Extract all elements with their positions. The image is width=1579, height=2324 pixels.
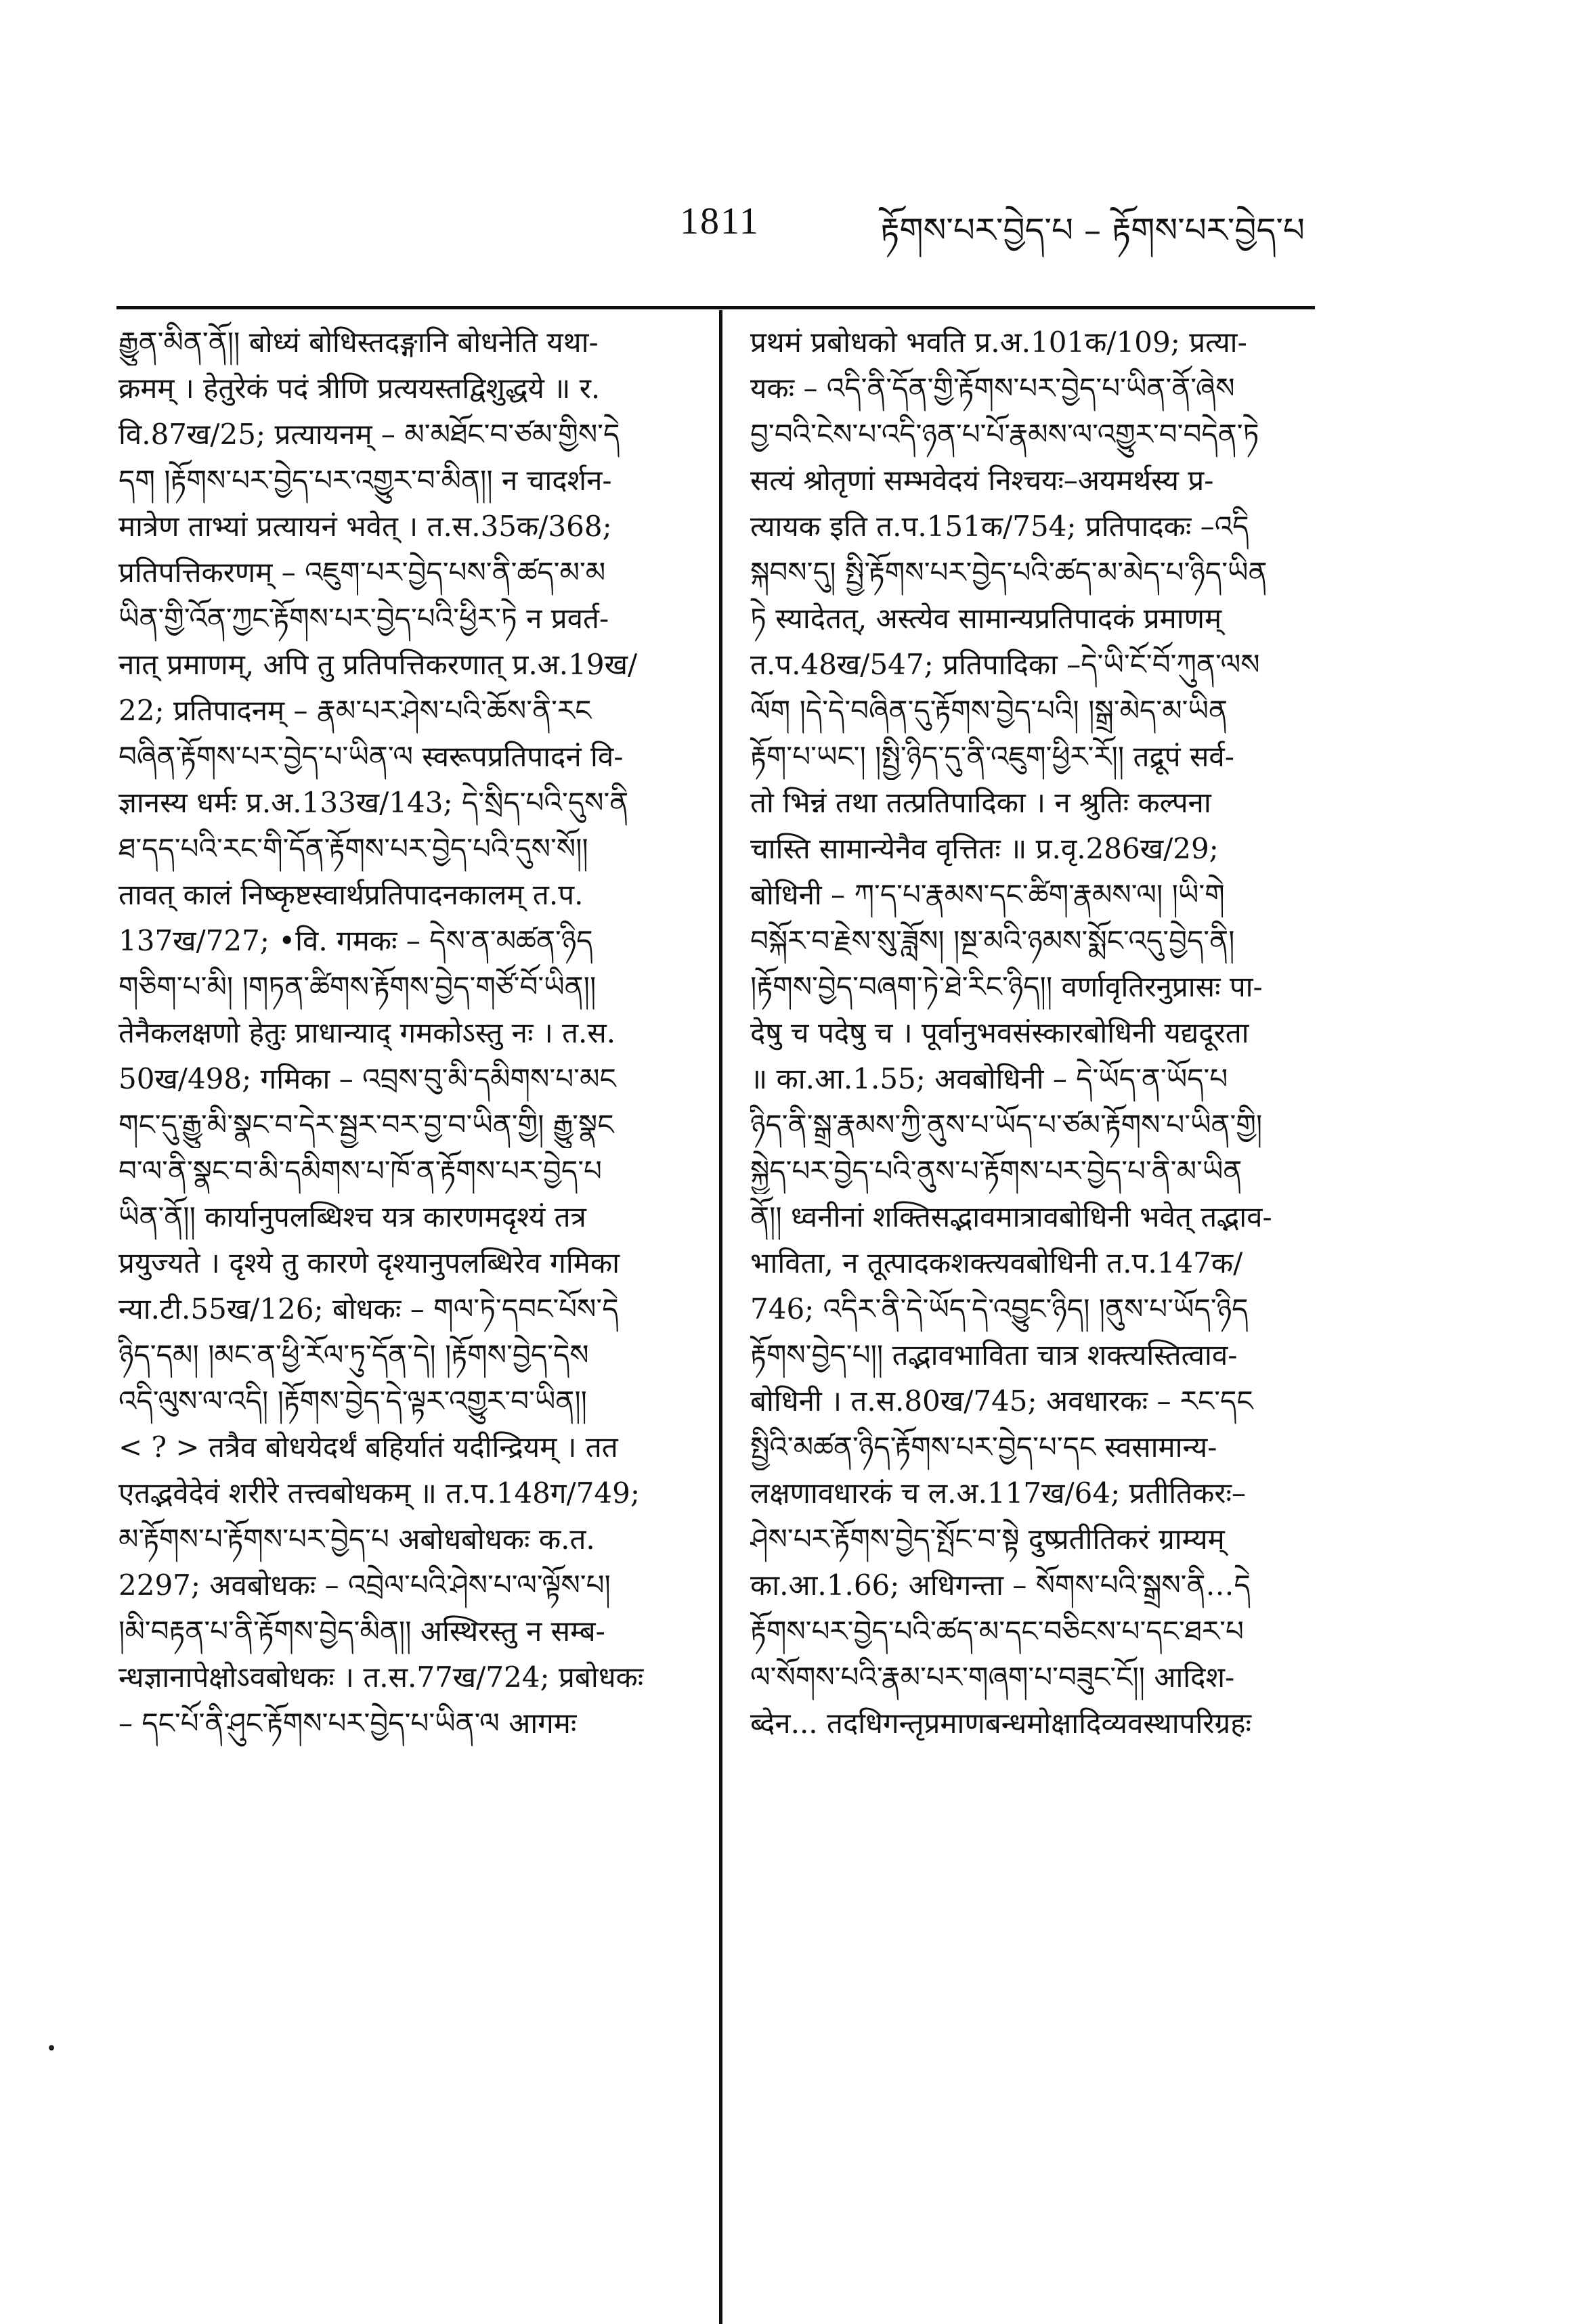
text-line: 2297; अवबोधकः – འབྲེལ་པའི་ཤེས་པ་ལ་ལྟོས་པ།: [118, 1569, 611, 1602]
text-line: मात्रेण ताभ्यां प्रत्यायनं भवेत् । त.स.35क/368;: [118, 510, 612, 543]
text-line: 746; འདིར་ནི་དེ་ཡོད་དེ་འབྱུང་ཉིད། །ནུས་པ་ཡོད་ཉིད: [750, 1292, 1249, 1325]
text-line: का.आ.1.66; अधिगन्ता – སོགས་པའི་སྒྲས་ནི…དེ: [750, 1569, 1251, 1602]
left-column: [118, 320, 697, 1747]
text-line: सत्यं श्रोतृणां सम्भवेदयं निश्चयः–अयमर्थस्य प्र-: [750, 464, 1214, 497]
text-line: །མི་བརྟན་པ་ནི་རྟོགས་བྱེད་མིན།། अस्थिरस्तु न सम्ब-: [118, 1615, 605, 1648]
text-line: बोधिनी – ཀ་ད་པ་རྣམས་དང་ཚིག་རྣམས་ལ། །ཡི་གེ: [750, 878, 1225, 911]
text-line: 137ख/727; •वि. गमकः – དེས་ན་མཚན་ཉིད: [118, 924, 593, 957]
text-line: 22; प्रतिपादनम् – རྣམ་པར་ཤེས་པའི་ཆོས་ནི་རང: [118, 694, 592, 727]
right-column: [750, 320, 1329, 1747]
text-line: བསྐོར་བ་རྗེས་སུ་ཟློས། །སྔ་མའི་ཉམས་སྨོང་འདུ་བྱེད་ནི།: [750, 924, 1235, 957]
text-line: लक्षणावधारकं च ल.अ.117ख/64; प्रतीतिकरः–: [750, 1476, 1247, 1510]
text-line: चास्ति सामान्येनैव वृत्तितः ॥ प्र.वृ.286ख/29;: [750, 832, 1219, 865]
text-line: नात् प्रमाणम्, अपि तु प्रतिपत्तिकरणात् प्र.अ.19ख/: [118, 648, 638, 681]
text-line: ॥ का.आ.1.55; अवबोधिनी – དེ་ཡོད་ན་ཡོད་པ: [750, 1062, 1228, 1095]
text-line: རྟོག་པ་ཡང་། །སྤྱི་ཉིད་དུ་ནི་འཇུག་ཕྱིར་རོ།། तद्रूपं सर्व-: [750, 740, 1234, 773]
text-line: बोधिनी । त.स.80ख/745; अवधारकः – རང་དང: [750, 1384, 1253, 1418]
text-line: ཏེ स्यादेतत्, अस्त्येव सामान्यप्रतिपादकं प्रमाणम्: [750, 602, 1222, 635]
stray-mark: [49, 2045, 54, 2051]
text-line: ནོ།། ध्वनीनां शक्तिसद्भावमात्रावबोधिनी भवेत् तद्भाव-: [750, 1200, 1272, 1233]
text-line: སྤྱིའི་མཚན་ཉིད་རྟོགས་པར་བྱེད་པ་དང स्वसामान्य-: [750, 1430, 1217, 1464]
text-line: प्रयुज्यते । दृश्ये तु कारणे दृश्यानुपलब्धिरेव गमिका: [118, 1246, 620, 1279]
text-line: གང་དུ་རྒྱུ་མི་སྣང་བ་དེར་སྦྱར་བར་བྱ་བ་ཡིན་གྱི། རྒྱུ་སྣང: [118, 1108, 614, 1141]
text-line: དག །རྟོགས་པར་བྱེད་པར་འགྱུར་བ་མིན།། न चादर्शन-: [118, 464, 612, 497]
text-line: བ་ལ་ནི་སྣང་བ་མི་དམིགས་པ་ཁོ་ན་རྟོགས་པར་བྱེད་པ: [118, 1154, 602, 1187]
text-line: རྒྱུན་མིན་ནོ།། बोध्यं बोधिस्तदङ्गानि बोधनेति यथा-: [118, 326, 599, 359]
running-head: རྟོགས་པར་བྱེད་པ – རྟོགས་པར་བྱེད་པ: [880, 211, 1305, 250]
text-line: एतद्भवेदेवं शरीरे तत्त्वबोधकम् ॥ त.प.148ग/749;: [118, 1476, 641, 1510]
text-line: གཅིག་པ་མི། །གཏན་ཚིགས་རྟོགས་བྱེད་གཙོ་བོ་ཡིན།།: [118, 970, 597, 1003]
text-line: क्रमम् । हेतुरेकं पदं त्रीणि प्रत्ययस्तद्विशुद्धये ॥ र.: [118, 372, 601, 405]
text-line: །རྟོགས་བྱེད་བཞག་ཏེ་ཐེ་རིང་ཉིད།། वर्णावृतिरनुप्रासः पा-: [750, 970, 1263, 1003]
text-line: देषु च पदेषु च । पूर्वानुभवसंस्कारबोधिनी यद्यदूरता: [750, 1016, 1249, 1049]
text-line: यकः – འདི་ནི་དོན་གྱི་རྟོགས་པར་བྱེད་པ་ཡིན་ནོ་ཞེས: [750, 372, 1235, 405]
text-line: < ? > तत्रैव बोधयेदर्थं बहिर्यातं यदीन्द्रियम् । तत: [118, 1430, 618, 1464]
text-line: वि.87ख/25; प्रत्यायनम् – མ་མཐོང་བ་ཙམ་གྱིས་དེ: [118, 418, 620, 451]
text-line: तेनैकलक्षणो हेतुः प्राधान्याद् गमकोऽस्तु नः । त.स.: [118, 1016, 616, 1049]
text-line: བྱ་བའི་ངེས་པ་འདི་ཉན་པ་པོ་རྣམས་ལ་འགྱུར་བ་བདེན་ཏེ: [750, 418, 1259, 451]
text-line: प्रथमं प्रबोधको भवति प्र.अ.101क/109; प्रत्या-: [750, 326, 1247, 359]
header-rule: [116, 306, 1315, 309]
text-line: ལོག །དེ་དེ་བཞིན་དུ་རྟོགས་བྱེད་པའི། །སྒྲ་མེད་མ་ཡིན: [750, 694, 1228, 727]
text-line: तो भिन्नं तथा तत्प्रतिपादिका । न श्रुतिः कल्पना: [750, 786, 1211, 819]
text-line: ཉིད་དམ། །མང་ན་ཕྱི་རོལ་ཏུ་དོན་དེ། །རྟོགས་བྱེད་དེས: [118, 1338, 589, 1372]
text-line: ཡིན་གྱི་འོན་ཀྱང་རྟོགས་པར་བྱེད་པའི་ཕྱིར་ཏེ न प्रवर्त-: [118, 602, 609, 635]
text-line: ཉིད་ནི་སྒྲ་རྣམས་ཀྱི་ནུས་པ་ཡོད་པ་ཙམ་རྟོགས་པ་ཡིན་གྱི།: [750, 1108, 1263, 1141]
text-line: – དང་པོ་ནི་ཤུང་རྟོགས་པར་བྱེད་པ་ཡིན་ལ आगमः: [118, 1707, 577, 1740]
column-divider: [719, 310, 722, 2324]
text-line: ཤེས་པར་རྟོགས་བྱེད་སྤོང་བ་སྟེ दुष्प्रतीतिकरं ग्राम्यम्: [750, 1522, 1225, 1556]
text-line: འདི་ལུས་ལ་འདི། །རྟོགས་བྱེད་དེ་ལྟར་འགྱུར་བ་ཡིན།།: [118, 1384, 587, 1418]
text-line: भाविता, न तूत्पादकशक्त्यवबोधिनी त.प.147क/: [750, 1246, 1243, 1279]
text-line: न्धज्ञानापेक्षोऽवबोधकः । त.स.77ख/724; प्रबोधकः: [118, 1661, 644, 1694]
text-line: त्यायक इति त.प.151क/754; प्रतिपादकः –འདི: [750, 510, 1249, 543]
text-line: རྟོགས་བྱེད་པ།། तद्भावभाविता चात्र शक्त्यस्तित्वाव-: [750, 1338, 1238, 1372]
text-line: ज्ञानस्य धर्मः प्र.अ.133ख/143; དེ་སྲིད་པའི་དུས་ནི: [118, 786, 629, 819]
text-line: 50ख/498; गमिका – འབྲས་བུ་མི་དམིགས་པ་མང: [118, 1062, 616, 1095]
text-line: त.प.48ख/547; प्रतिपादिका –དེ་ཡི་ངོ་བོ་ཀུན་ལས: [750, 648, 1260, 681]
text-line: རྟོགས་པར་བྱེད་པའི་ཚད་མ་དང་བཅིངས་པ་དང་ཐར་པ: [750, 1615, 1244, 1648]
text-line: ཐ་དད་པའི་རང་གི་དོན་རྟོགས་པར་བྱེད་པའི་དུས་སོ།།: [118, 832, 588, 865]
text-line: ब्देन... तदधिगन्तृप्रमाणबन्धमोक्षादिव्यवस्थापरिग्रहः: [750, 1707, 1252, 1740]
text-line: ཡིན་ནོ།། कार्यानुपलब्धिश्च यत्र कारणमदृश्यं तत्र: [118, 1200, 586, 1233]
text-line: प्रतिपत्तिकरणम् – འཇུག་པར་བྱེད་པས་ནི་ཚད་མ་མ: [118, 556, 606, 589]
text-line: སྐྱེད་པར་བྱེད་པའི་ནུས་པ་རྟོགས་པར་བྱེད་པ་ནི་མ་ཡིན: [750, 1154, 1242, 1187]
text-line: སྐབས་དུ། སྤྱི་རྟོགས་པར་བྱེད་པའི་ཚད་མ་མེད་པ་ཉིད་ཡིན: [750, 556, 1268, 589]
page-number: 1811: [680, 200, 760, 242]
text-line: མ་རྟོགས་པ་རྟོགས་པར་བྱེད་པ अबोधबोधकः क.त.: [118, 1522, 595, 1556]
text-line: བཞིན་རྟོགས་པར་བྱེད་པ་ཡིན་ལ स्वरूपप्रतिपादनं वि-: [118, 740, 624, 773]
text-line: न्या.टी.55ख/126; बोधकः – གལ་ཏེ་དབང་པོས་དེ: [118, 1292, 619, 1325]
text-line: ལ་སོགས་པའི་རྣམ་པར་གཞག་པ་བཟུང་ངོ།། आदिश-: [750, 1661, 1235, 1694]
text-line: तावत् कालं निष्कृष्टस्वार्थप्रतिपादनकालम् त.प.: [118, 878, 584, 911]
